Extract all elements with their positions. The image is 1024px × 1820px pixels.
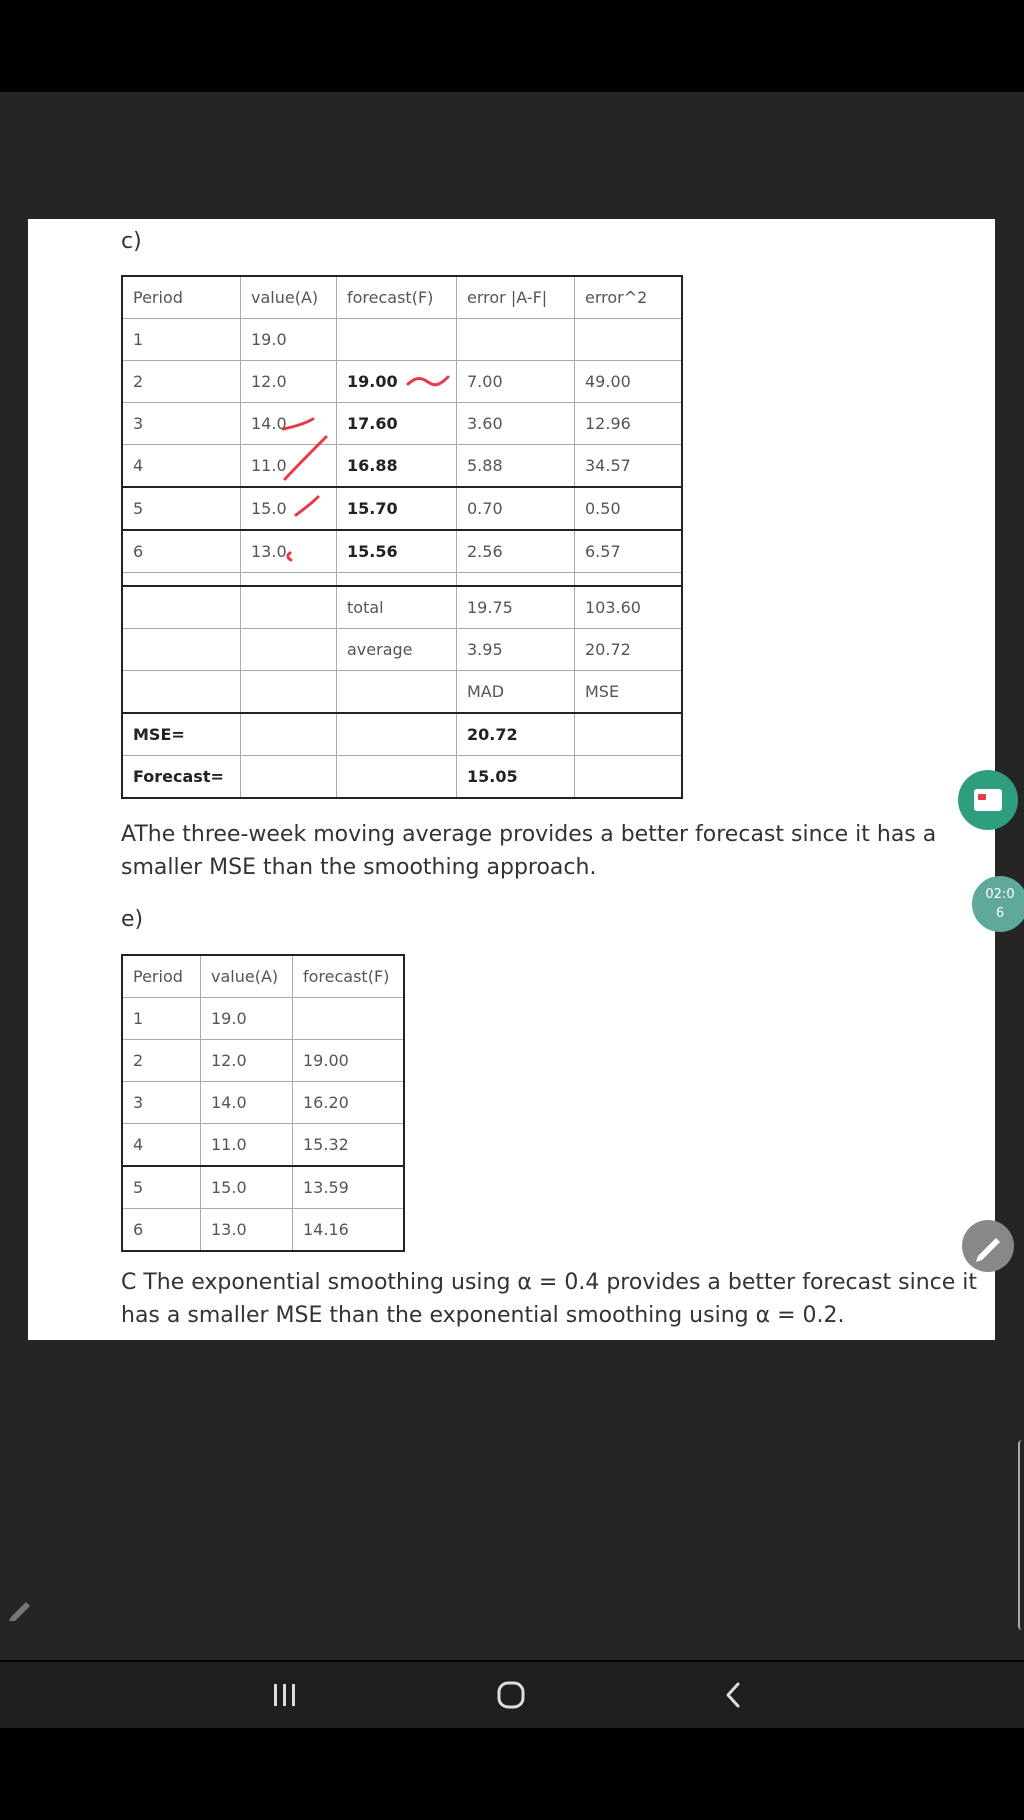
table-spacer-row: [122, 573, 682, 587]
table-cell: [457, 319, 575, 361]
table-cell: 1: [122, 319, 241, 361]
table-cell: 19.0: [241, 319, 337, 361]
table-row: [122, 361, 682, 403]
pencil-icon[interactable]: [6, 1592, 36, 1622]
table-row: [122, 530, 682, 573]
table-cell: 13.0: [241, 530, 337, 573]
table-cell: 12.96: [575, 403, 683, 445]
header-cell: error |A-F|: [457, 276, 575, 319]
table-row: [122, 1209, 404, 1252]
section-e-conclusion: C The exponential smoothing using α = 0.4 provides a better forecast since it has a smaller MSE than the exponential smoothing using α = 0.2.: [121, 1270, 978, 1328]
table-cell: 15.70: [337, 487, 457, 530]
home-icon[interactable]: [496, 1680, 526, 1710]
table-row: [122, 1124, 404, 1167]
document-page: [28, 219, 995, 1340]
table-cell: 19.00: [337, 361, 457, 403]
average-sq-error: 20.72: [575, 629, 683, 671]
table-cell: 6: [122, 530, 241, 573]
table-cell: [575, 319, 683, 361]
table-cell: 15.56: [337, 530, 457, 573]
table-cell: 0.50: [575, 487, 683, 530]
header-cell: error^2: [575, 276, 683, 319]
section-e-label: e): [121, 907, 144, 932]
table-cell: 17.60: [337, 403, 457, 445]
timer-badge[interactable]: [972, 876, 1024, 932]
table-cell: 15.0: [201, 1166, 293, 1209]
average-abs-error: 3.95: [457, 629, 575, 671]
total-row: [122, 586, 682, 629]
table-row: [122, 1040, 404, 1082]
table-row: [122, 445, 682, 488]
table-cell: 19.00: [293, 1040, 405, 1082]
timer-icon: [972, 885, 1024, 923]
table-cell: 3: [122, 403, 241, 445]
forecast-row: [122, 756, 682, 799]
table-cell: [293, 998, 405, 1040]
table-cell: 13.0: [201, 1209, 293, 1252]
moving-average-table: [121, 275, 683, 799]
pen-button[interactable]: [962, 1220, 1014, 1272]
table-cell: 5.88: [457, 445, 575, 488]
mse-title: MSE=: [122, 713, 241, 756]
forecast-value: 15.05: [457, 756, 575, 799]
table-row: [122, 1082, 404, 1124]
table-cell: 12.0: [201, 1040, 293, 1082]
table-cell: 5: [122, 487, 241, 530]
table-row: [122, 1166, 404, 1209]
screenshot-icon: [974, 789, 1002, 811]
mse-value: 20.72: [457, 713, 575, 756]
timer-text-line2: 6: [995, 906, 1005, 921]
total-abs-error: 19.75: [457, 586, 575, 629]
recents-icon[interactable]: [270, 1682, 300, 1708]
table-cell: 6.57: [575, 530, 683, 573]
exponential-smoothing-table: [121, 954, 405, 1252]
mse-label: MSE: [575, 671, 683, 714]
table-cell: 1: [122, 998, 201, 1040]
table-row: [122, 403, 682, 445]
header-cell: value(A): [241, 276, 337, 319]
table-cell: 15.0: [241, 487, 337, 530]
pen-icon: [962, 1220, 1014, 1272]
table-row: [122, 319, 682, 361]
table-cell: 0.70: [457, 487, 575, 530]
table-cell: 2.56: [457, 530, 575, 573]
header-cell: forecast(F): [337, 276, 457, 319]
table-cell: 7.00: [457, 361, 575, 403]
header-cell: value(A): [201, 955, 293, 998]
table-cell: 12.0: [241, 361, 337, 403]
table-cell: 14.16: [293, 1209, 405, 1252]
table-cell: [337, 319, 457, 361]
measure-names-row: [122, 671, 682, 714]
navigation-bar: [0, 1662, 1024, 1728]
table-header-row: [122, 276, 682, 319]
table-row: [122, 998, 404, 1040]
table-cell: 2: [122, 1040, 201, 1082]
table-cell: 3: [122, 1082, 201, 1124]
table-cell: 14.0: [241, 403, 337, 445]
header-cell: Period: [122, 276, 241, 319]
table-cell: 19.0: [201, 998, 293, 1040]
mad-label: MAD: [457, 671, 575, 714]
table-cell: 3.60: [457, 403, 575, 445]
screenshot-button[interactable]: [958, 770, 1018, 830]
table-row: [122, 487, 682, 530]
table-cell: 34.57: [575, 445, 683, 488]
table-cell: 5: [122, 1166, 201, 1209]
timer-text-line1: 02:0: [985, 887, 1015, 902]
scroll-handle[interactable]: [1018, 1440, 1024, 1630]
average-row: [122, 629, 682, 671]
table-cell: 11.0: [201, 1124, 293, 1167]
table-cell: 4: [122, 1124, 201, 1167]
total-sq-error: 103.60: [575, 586, 683, 629]
mse-row: [122, 713, 682, 756]
back-icon[interactable]: [720, 1680, 746, 1710]
table-cell: 14.0: [201, 1082, 293, 1124]
section-c-label: c): [121, 229, 142, 254]
table-cell: 49.00: [575, 361, 683, 403]
forecast-title: Forecast=: [122, 756, 241, 799]
table-cell: 2: [122, 361, 241, 403]
table-cell: 16.88: [337, 445, 457, 488]
header-cell: Period: [122, 955, 201, 998]
average-label: average: [337, 629, 457, 671]
table-header-row: [122, 955, 404, 998]
section-c-conclusion: AThe three-week moving average provides a better forecast since it has a smaller MSE than the smoothing approach.: [121, 822, 937, 880]
table-cell: 13.59: [293, 1166, 405, 1209]
table-cell: 6: [122, 1209, 201, 1252]
header-cell: forecast(F): [293, 955, 405, 998]
total-label: total: [337, 586, 457, 629]
table-cell: 4: [122, 445, 241, 488]
table-cell: 15.32: [293, 1124, 405, 1167]
table-cell: 11.0: [241, 445, 337, 488]
table-cell: 16.20: [293, 1082, 405, 1124]
